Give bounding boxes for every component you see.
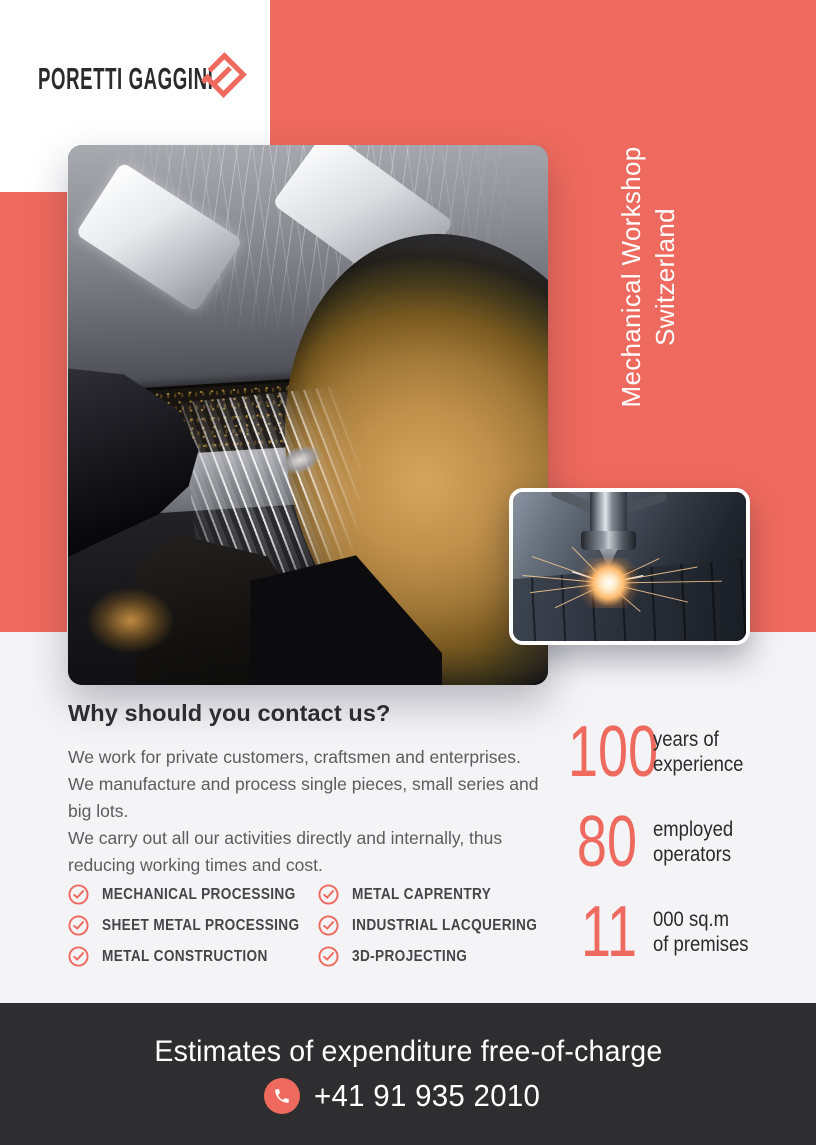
check-circle-icon [68,884,89,905]
service-item [318,946,562,967]
phone-number[interactable]: +41 91 935 2010 [313,1077,541,1113]
about-paragraph-2: We carry out all our activities directly and internally, thus reducing working times and cost. [68,828,503,875]
service-label: MECHANICAL PROCESSING [102,885,296,903]
service-item [318,915,562,936]
service-label: SHEET METAL PROCESSING [102,916,300,934]
stat-label-line1: 000 sq.m [653,908,730,931]
footer-contact-bar [0,1003,816,1145]
service-label: 3D-PROJECTING [352,947,468,965]
service-label: INDUSTRIAL LACQUERING [352,916,538,934]
stat-label-line2: operators [653,843,732,866]
stat-label-line1: years of [653,728,719,751]
stat-label [653,907,749,957]
check-circle-icon [68,946,89,967]
stat-label [653,817,733,867]
coral-stripe-left [0,192,67,632]
logo-text: PORETTI GAGGINI [38,61,214,96]
warm-glint [87,588,173,653]
stat-label-line2: of premises [653,933,749,956]
stat-years-experience [545,712,795,792]
hero-title-line2: Switzerland [650,208,680,346]
services-column-2 [318,884,562,977]
service-label: METAL CONSTRUCTION [102,947,268,965]
service-item [68,946,318,967]
stat-label-line1: employed [653,818,734,841]
stat-value: 11 [580,892,637,972]
footer-offer-text: Estimates of expenditure free-of-charge [153,1034,662,1068]
workshop-photo [68,145,548,685]
service-item [68,884,318,905]
footer-phone-line[interactable] [264,1078,552,1114]
check-circle-icon [318,884,339,905]
check-circle-icon [68,915,89,936]
stat-employed-operators [545,802,795,882]
hero-vertical-title [614,127,682,427]
stat-label [653,727,743,777]
services-checklist [68,884,548,977]
laser-spark-glow [574,558,644,609]
laser-cutting-photo [509,488,750,645]
stat-premises-area [545,892,795,972]
service-label: METAL CAPRENTRY [352,885,492,903]
services-column-1 [68,884,318,977]
service-item [318,884,562,905]
hero-title-line1: Mechanical Workshop [616,146,646,408]
phone-icon [273,1087,291,1105]
stats-section [545,712,795,991]
service-item [68,915,318,936]
about-section [68,700,546,879]
check-circle-icon [318,915,339,936]
logo [38,52,258,100]
logo-diamond-monogram-icon [200,52,247,99]
check-circle-icon [318,946,339,967]
phone-badge[interactable] [264,1078,300,1114]
about-heading: Why should you contact us? [68,700,391,726]
about-paragraph-1: We work for private customers, craftsmen and enterprises. We manufacture and process single pieces, small series and big lots. [68,747,539,821]
stat-label-line2: experience [653,753,744,776]
stat-value: 100 [568,712,659,792]
stat-value: 80 [576,802,637,882]
